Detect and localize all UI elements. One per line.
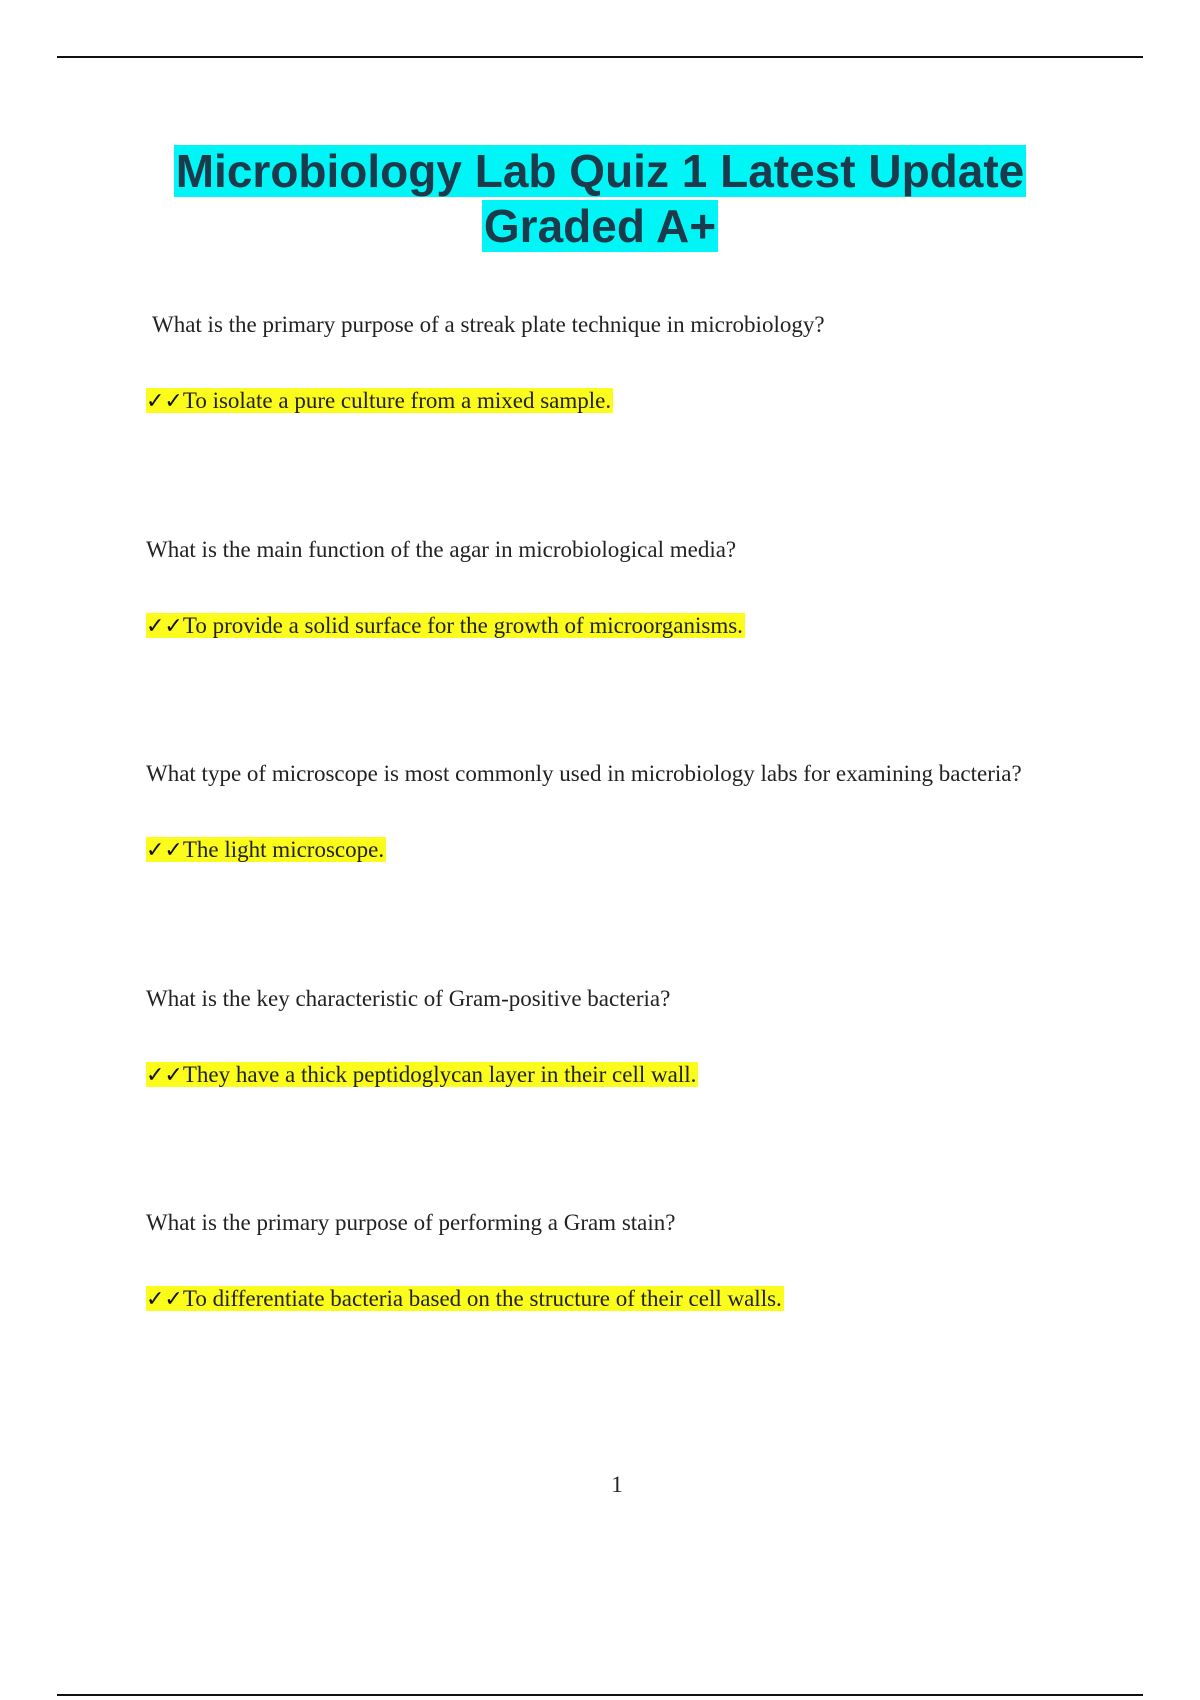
question-text: What is the primary purpose of performing a Gram stain?: [146, 1210, 676, 1235]
answer-highlight: [146, 613, 745, 638]
qa-item: [146, 759, 1106, 866]
qa-item: [146, 310, 1106, 417]
double-check-icon: ✓✓: [146, 614, 183, 639]
answer: [146, 1284, 1106, 1315]
answer: [146, 611, 1106, 642]
double-check-icon: ✓✓: [146, 1287, 183, 1312]
document-title: [0, 144, 1200, 254]
answer-highlight: [146, 837, 386, 862]
answer: [146, 1060, 1106, 1091]
title-line-2: Graded A+: [483, 200, 717, 252]
question-text: What is the key characteristic of Gram-positive bacteria?: [146, 986, 671, 1011]
answer-highlight: [146, 1062, 698, 1087]
double-check-icon: ✓✓: [146, 1063, 183, 1088]
question-text: What is the primary purpose of a streak plate technique in microbiology?: [152, 312, 825, 337]
answer-highlight: [146, 388, 613, 413]
answer-text: To differentiate bacteria based on the structure of their cell walls.: [182, 1286, 782, 1311]
answer-highlight: [146, 1286, 784, 1311]
question-text: What type of microscope is most commonly used in microbiology labs for examining bacteria?: [146, 761, 1022, 786]
title-line-1: Microbiology Lab Quiz 1 Latest Update: [175, 145, 1025, 197]
qa-item: [146, 984, 1106, 1091]
answer-text: They have a thick peptidoglycan layer in their cell wall.: [182, 1062, 697, 1087]
answer-text: To provide a solid surface for the growth of microorganisms.: [182, 613, 743, 638]
answer-text: To isolate a pure culture from a mixed sample.: [182, 388, 612, 413]
bottom-rule: [57, 1694, 1143, 1696]
answer: [146, 835, 1106, 866]
answer-text: The light microscope.: [182, 837, 385, 862]
top-rule: [57, 56, 1143, 58]
answer: [146, 386, 1106, 417]
question-text: What is the main function of the agar in microbiological media?: [146, 537, 737, 562]
double-check-icon: ✓✓: [146, 389, 183, 414]
qa-item: [146, 535, 1106, 642]
qa-item: [146, 1208, 1106, 1315]
double-check-icon: ✓✓: [146, 838, 183, 863]
page-number: 1: [611, 1472, 623, 1497]
